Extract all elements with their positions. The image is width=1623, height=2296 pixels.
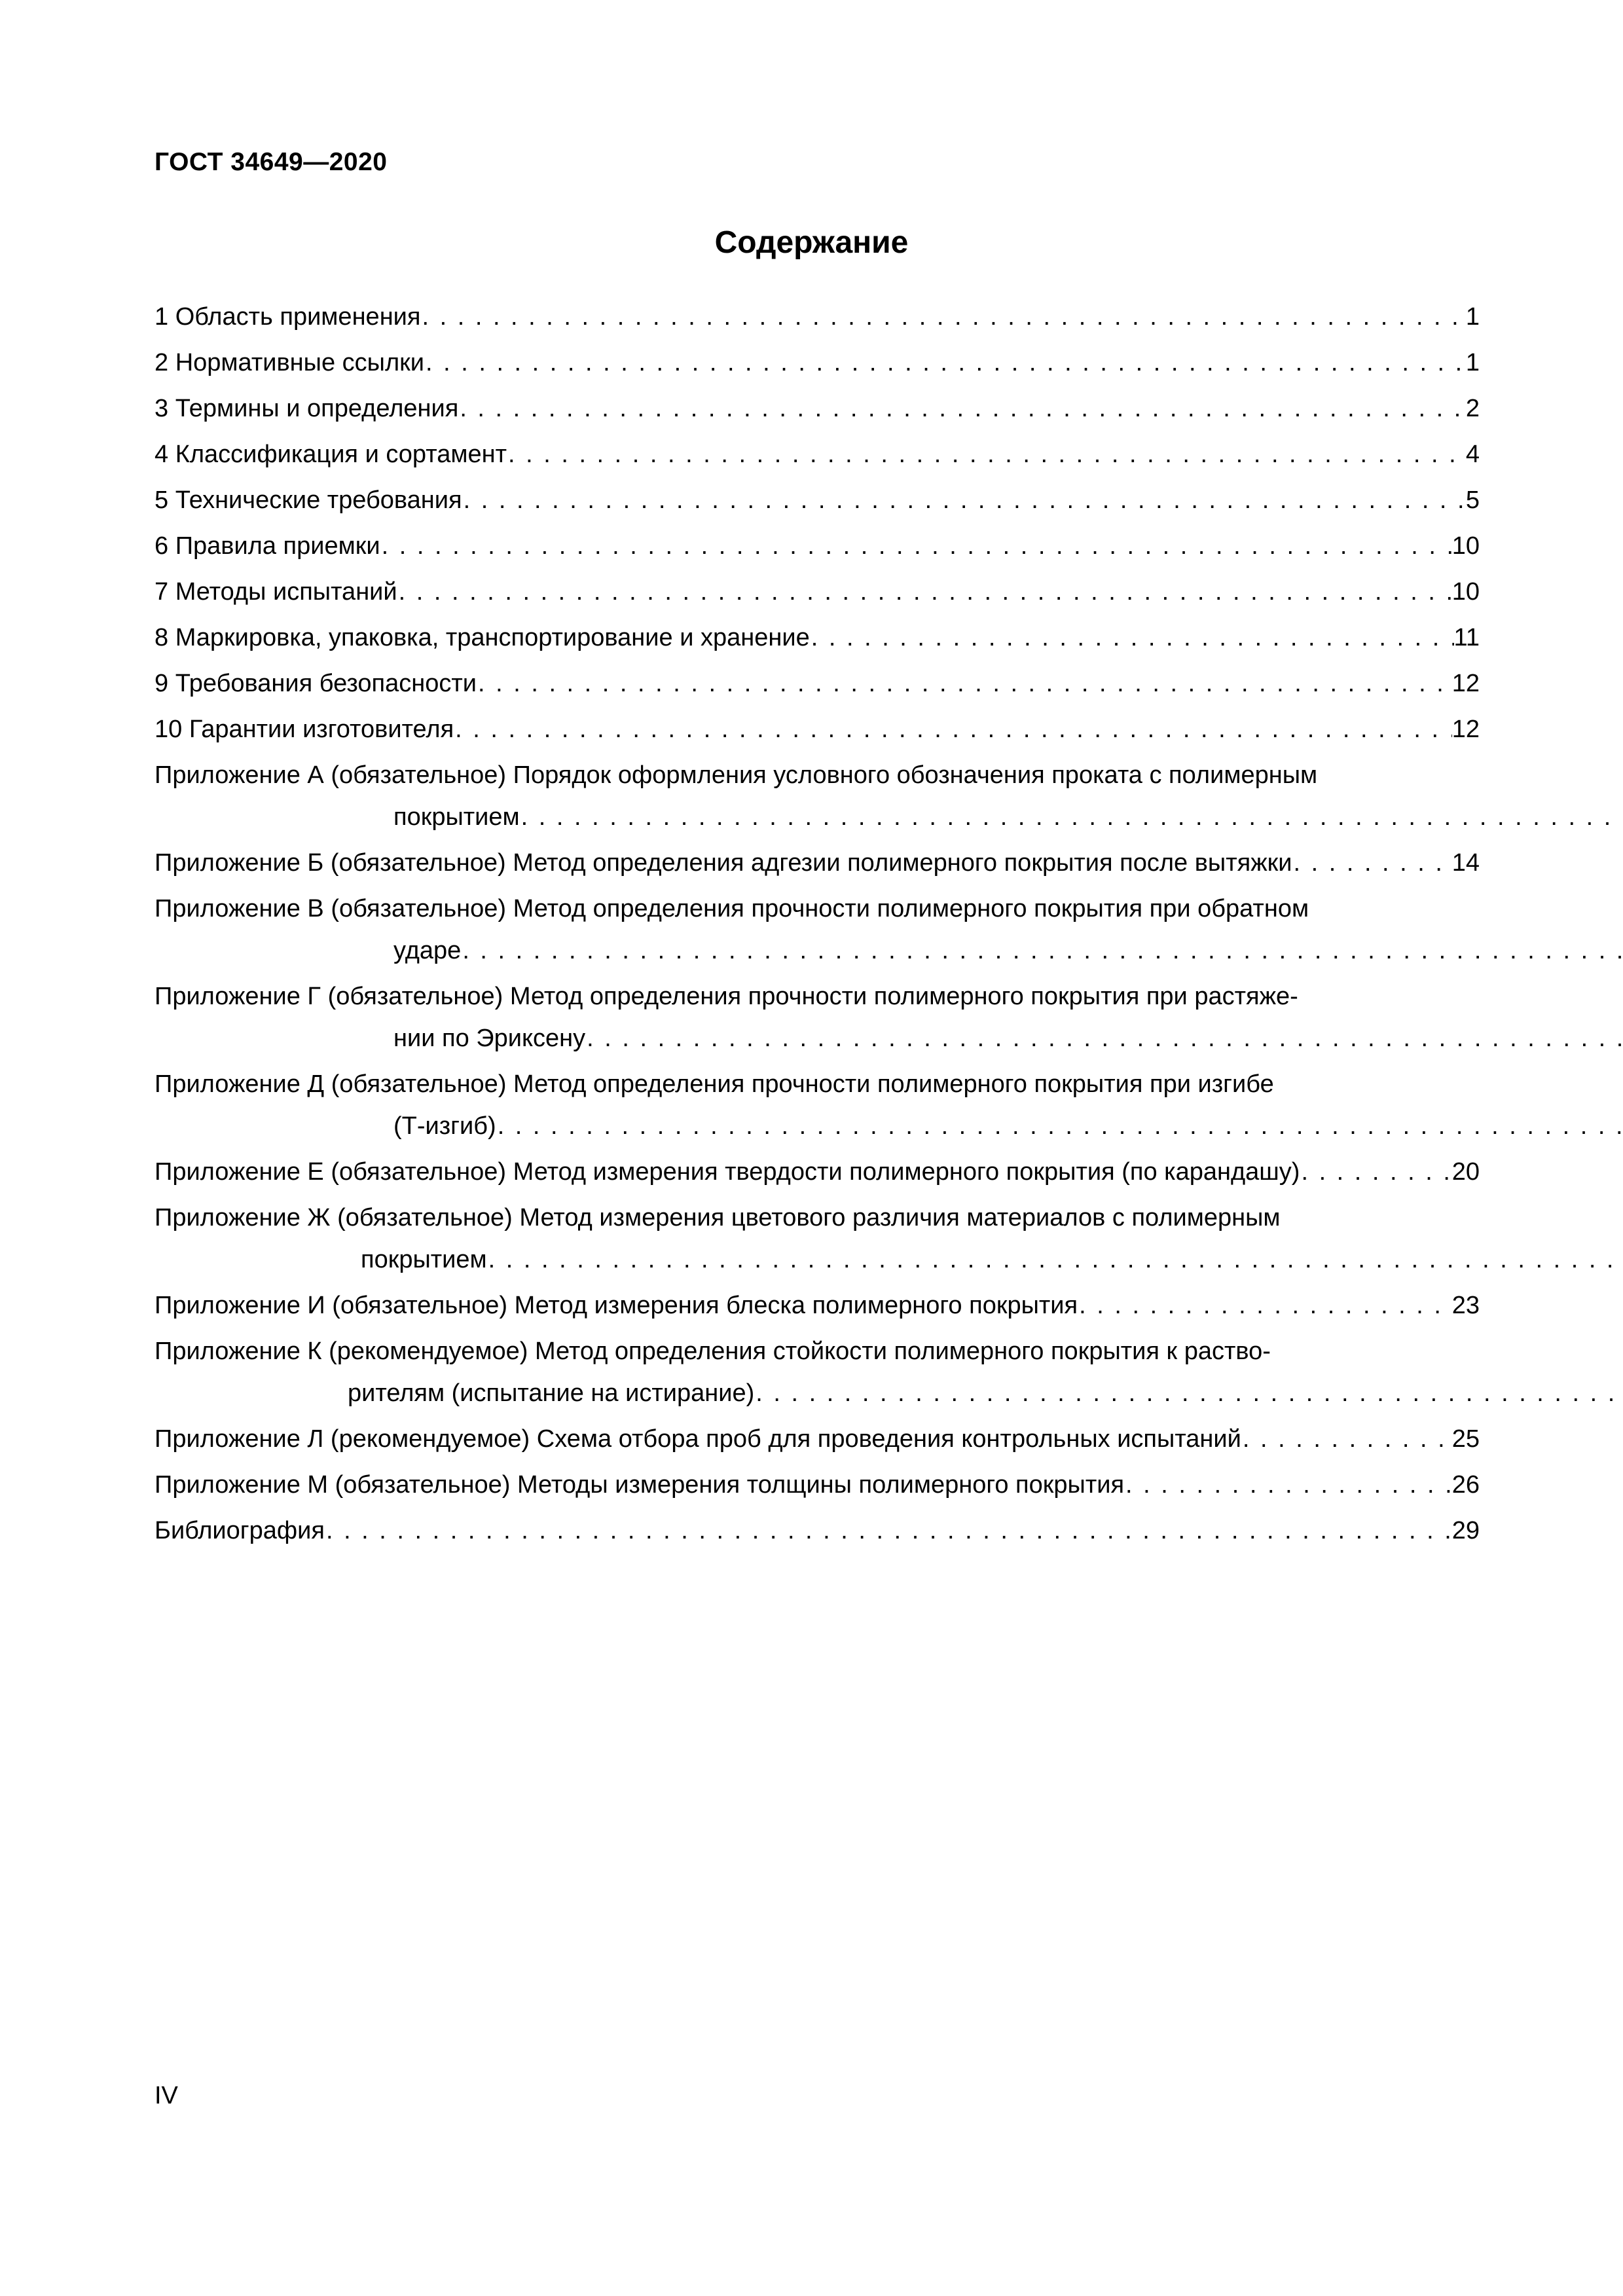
toc-entry-title: Приложение М (обязательное) Методы измерения толщины полимерного покрытия	[155, 1471, 1125, 1499]
page-number: IV	[155, 2082, 178, 2109]
toc-entry[interactable]	[155, 479, 1480, 521]
toc-entry[interactable]	[155, 1464, 1480, 1506]
toc-entry[interactable]	[155, 1063, 1480, 1147]
toc-entry-title: Приложение К (рекомендуемое) Метод определения стойкости полимерного покрытия к раство-	[155, 1338, 1271, 1365]
toc-page-number: 26	[1451, 1471, 1480, 1499]
toc-entry-title: 1 Область применения	[155, 303, 421, 331]
dot-leader	[1292, 842, 1451, 884]
toc-entry-continuation: покрытием	[361, 1246, 487, 1273]
toc-entry-continuation: (Т-изгиб)	[393, 1112, 496, 1140]
toc-entry-title: 3 Термины и определения	[155, 395, 459, 422]
toc-entry-title: Приложение Е (обязательное) Метод измерения твердости полимерного покрытия (по карандашу)	[155, 1158, 1300, 1186]
toc-page-number: 25	[1451, 1425, 1480, 1453]
dot-leader	[477, 663, 1452, 704]
toc-entry-continuation: покрытием	[393, 803, 520, 831]
toc-entry[interactable]	[155, 1285, 1480, 1326]
dot-leader	[397, 571, 1452, 613]
toc-page-number: 20	[1451, 1158, 1480, 1186]
toc-entry[interactable]	[155, 433, 1480, 475]
toc-page-number: 2	[1465, 395, 1480, 422]
toc-entry-title: 4 Классификация и сортамент	[155, 441, 507, 468]
document-code: ГОСТ 34649—2020	[155, 148, 388, 176]
toc-page-number: 29	[1451, 1517, 1480, 1544]
toc-entry[interactable]	[155, 525, 1480, 567]
dot-leader	[380, 525, 1452, 567]
dot-leader	[507, 433, 1466, 475]
toc-page-number: 12	[1451, 716, 1480, 743]
toc-entry-title: Приложение Г (обязательное) Метод определения прочности полимерного покрытия при растяже-	[155, 983, 1298, 1010]
toc-page-number: 23	[1451, 1292, 1480, 1319]
dot-leader	[458, 388, 1466, 429]
toc-entry[interactable]	[155, 571, 1480, 613]
page-title: Содержание	[714, 225, 909, 260]
toc-entry[interactable]	[155, 296, 1480, 338]
dot-leader	[810, 617, 1454, 659]
dot-leader	[462, 479, 1466, 521]
toc-entry-title: Библиография	[155, 1517, 325, 1544]
toc-entry[interactable]	[155, 388, 1480, 429]
toc-entry[interactable]	[155, 1510, 1480, 1552]
table-of-contents	[155, 296, 1480, 1556]
toc-page-number: 10	[1451, 578, 1480, 606]
toc-entry[interactable]	[155, 888, 1480, 972]
dot-leader	[496, 1105, 1623, 1147]
dot-leader	[754, 1372, 1623, 1414]
toc-entry-title: 5 Технические требования	[155, 486, 462, 514]
dot-leader	[487, 1239, 1623, 1281]
toc-page-number: 4	[1465, 441, 1480, 468]
dot-leader	[420, 296, 1465, 338]
toc-entry[interactable]	[155, 342, 1480, 384]
toc-entry-title: 8 Маркировка, упаковка, транспортирование и хранение	[155, 624, 810, 651]
toc-entry-title: Приложение Л (рекомендуемое) Схема отбора проб для проведения контрольных испытаний	[155, 1425, 1241, 1453]
toc-entry[interactable]	[155, 1330, 1480, 1414]
dot-leader	[520, 796, 1623, 838]
toc-entry[interactable]	[155, 842, 1480, 884]
toc-entry-continuation: рителям (испытание на истирание)	[348, 1379, 755, 1407]
toc-entry-title: Приложение Д (обязательное) Метод определения прочности полимерного покрытия при изгибе	[155, 1070, 1274, 1098]
toc-entry-continuation: нии по Эриксену	[393, 1025, 586, 1052]
toc-page-number: 12	[1451, 670, 1480, 697]
toc-entry-title: Приложение Б (обязательное) Метод определения адгезии полимерного покрытия после вытяжки	[155, 849, 1292, 877]
toc-entry-continuation: ударе	[393, 937, 462, 964]
toc-entry[interactable]	[155, 754, 1480, 838]
toc-page-number: 1	[1465, 349, 1480, 376]
toc-entry[interactable]	[155, 1418, 1480, 1460]
toc-entry-title: 9 Требования безопасности	[155, 670, 477, 697]
dot-leader	[1300, 1151, 1451, 1193]
toc-page-number: 5	[1465, 486, 1480, 514]
toc-entry-title: Приложение В (обязательное) Метод определения прочности полимерного покрытия при обратном	[155, 895, 1309, 922]
toc-entry[interactable]	[155, 975, 1480, 1059]
toc-entry-title: Приложение А (обязательное) Порядок оформления условного обозначения проката с полимерным	[155, 761, 1318, 789]
dot-leader	[424, 342, 1466, 384]
dot-leader	[1124, 1464, 1452, 1506]
toc-page-number: 14	[1451, 849, 1480, 877]
toc-entry[interactable]	[155, 663, 1480, 704]
dot-leader	[1078, 1285, 1452, 1326]
toc-entry-title: 6 Правила приемки	[155, 532, 380, 560]
dot-leader	[1241, 1418, 1452, 1460]
toc-entry[interactable]	[155, 1151, 1480, 1193]
toc-entry-title: 10 Гарантии изготовителя	[155, 716, 454, 743]
toc-entry-title: 7 Методы испытаний	[155, 578, 397, 606]
toc-page-number: 11	[1453, 624, 1480, 651]
toc-entry-title: 2 Нормативные ссылки	[155, 349, 424, 376]
dot-leader	[325, 1510, 1452, 1552]
dot-leader	[585, 1017, 1623, 1059]
toc-entry-title: Приложение И (обязательное) Метод измерения блеска полимерного покрытия	[155, 1292, 1078, 1319]
dot-leader	[461, 930, 1623, 972]
toc-page-number: 10	[1451, 532, 1480, 560]
dot-leader	[454, 708, 1452, 750]
toc-entry[interactable]	[155, 1197, 1480, 1281]
toc-entry-title: Приложение Ж (обязательное) Метод измерения цветового различия материалов с полимерным	[155, 1204, 1281, 1231]
toc-entry[interactable]	[155, 708, 1480, 750]
toc-entry[interactable]	[155, 617, 1480, 659]
toc-page-number: 1	[1465, 303, 1480, 331]
